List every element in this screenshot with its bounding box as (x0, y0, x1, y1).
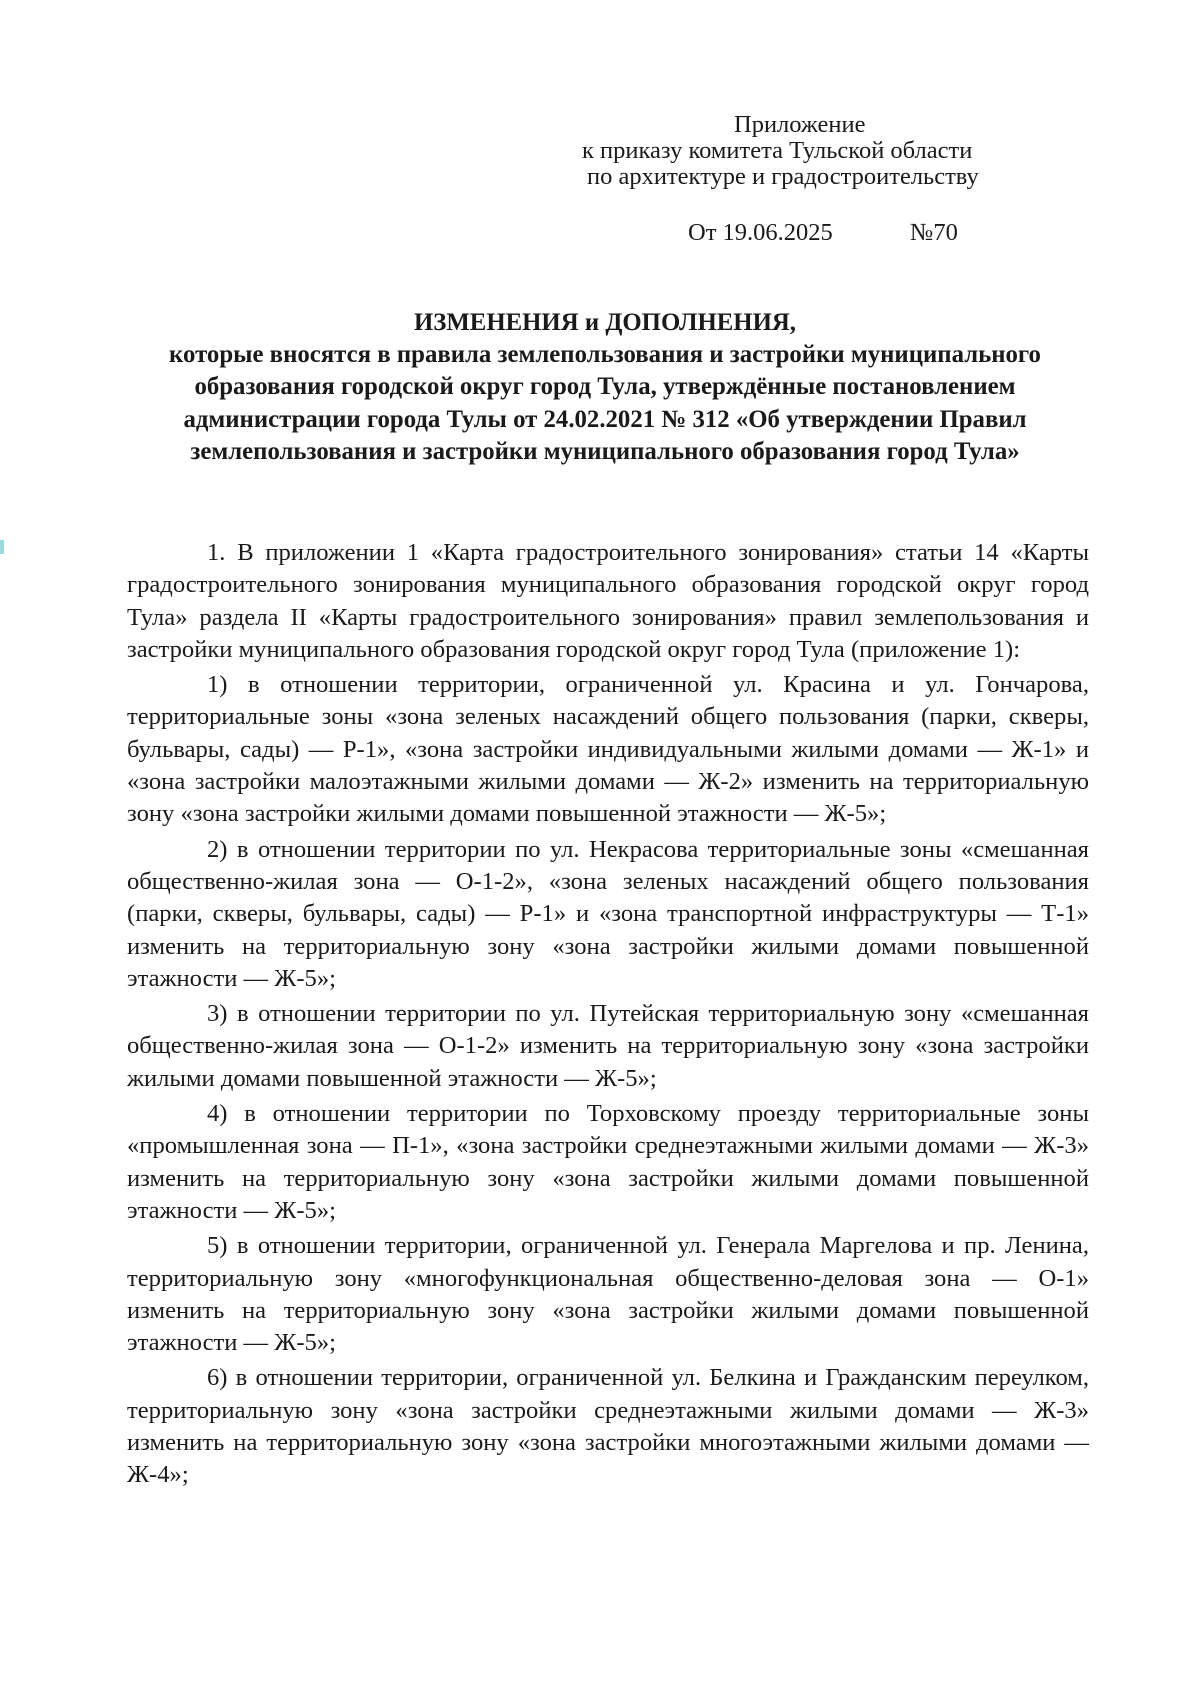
committee-name: по архитектуре и градостроительству (587, 163, 979, 190)
list-item: 3) в отношении территории по ул. Путейская территориальную зону «смешанная общественно-жилая зона — О-1-2» изменить на территориальную зону «зона застройки жилыми домами повышенной этажности — Ж-5»; (127, 1000, 1089, 1092)
list-item: 6) в отношении территории, ограниченной ул. Белкина и Гражданским переулком, территориальную зону «зона застройки среднеэтажными жилыми домами — Ж-3» изменить на территориальную зону «зона застройки многоэтажными жилыми домами — Ж-4»; (127, 1364, 1089, 1489)
paragraph-intro: 1. В приложении 1 «Карта градостроительного зонирования» статьи 14 «Карты градостроительного зонирования муниципального образования городской округ город Тула» раздела II «Карты градостроительного зонирования» правил землепользования и застройки муниципального образования городской округ город Тула (приложение 1): (127, 539, 1089, 663)
appendix-label: Приложение (734, 111, 866, 138)
order-reference: к приказу комитета Тульской области (582, 137, 973, 164)
list-item: 4) в отношении территории по Торховскому проезду территориальные зоны «промышленная зона — П-1», «зона застройки среднеэтажными жилыми домами — Ж-3» изменить на территориальную зону «зона застройки жилыми домами повышенной этажности — Ж-5»; (127, 1100, 1089, 1224)
scan-artifact (0, 540, 4, 554)
document-date: От 19.06.2025 (688, 219, 833, 246)
title-main: ИЗМЕНЕНИЯ и ДОПОЛНЕНИЯ, (414, 309, 796, 336)
list-item: 1) в отношении территории, ограниченной ул. Красина и ул. Гончарова, территориальные зоны «зона зеленых насаждений общего пользования (парки, скверы, бульвары, сады) — Р-1», «зона застройки индивидуальными жилыми домами — Ж-1» и «зона застройки малоэтажными жилыми домами — Ж-2» изменить на территориальную зону «зона застройки жилыми домами повышенной этажности — Ж-5»; (127, 671, 1089, 828)
title-subtitle: которые вносятся в правила землепользования и застройки муниципального образования городской округ город Тула, утверждённые постановлением администрации города Тулы от 24.02.2021 № 312 «Об утверждении Правил землепользования и застройки муниципального образования город Тула» (169, 341, 1041, 465)
appendix-header (582, 112, 1082, 190)
document-title (110, 307, 1100, 468)
document-body (127, 537, 1089, 1492)
document-number: №70 (910, 219, 958, 246)
list-item: 5) в отношении территории, ограниченной ул. Генерала Маргелова и пр. Ленина, территориальную зону «многофункциональная общественно-деловая зона — О-1» изменить на территориальную зону «зона застройки жилыми домами повышенной этажности — Ж-5»; (127, 1232, 1089, 1357)
list-item: 2) в отношении территории по ул. Некрасова территориальные зоны «смешанная общественно-жилая зона — О-1-2», «зона зеленых насаждений общего пользования (парки, скверы, бульвары, сады) — Р-1» и «зона транспортной инфраструктуры — Т-1» изменить на территориальную зону «зона застройки жилыми домами повышенной этажности — Ж-5»; (127, 835, 1089, 992)
